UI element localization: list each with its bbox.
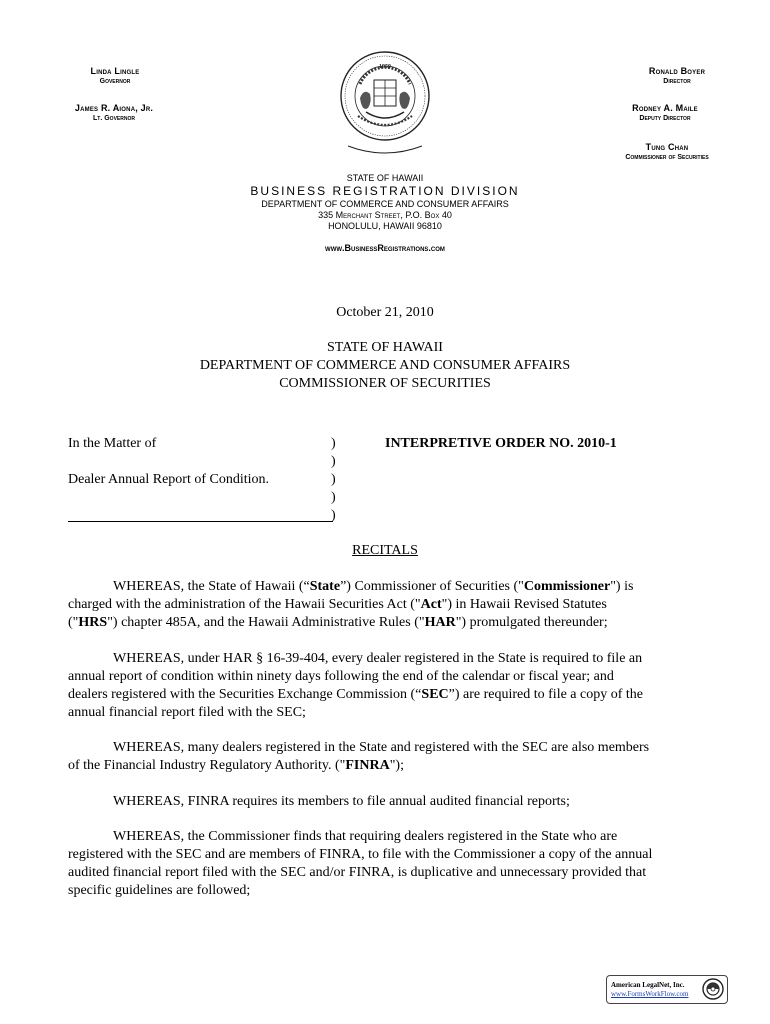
caption-paren: ) [331, 508, 336, 523]
division-department: DEPARTMENT OF COMMERCE AND CONSUMER AFFAIRS [261, 199, 509, 209]
matter-label: In the Matter of [68, 436, 157, 451]
deputy-director-block [600, 103, 730, 122]
legalnet-logo-icon [702, 978, 724, 1000]
division-website[interactable]: www.BusinessRegistrations.com [325, 243, 445, 253]
recitals-heading: RECITALS [352, 543, 418, 558]
recital-paragraph-4: WHEREAS, FINRA requires its members to file annual audited financial reports; [113, 794, 570, 809]
recital-paragraph-2: WHEREAS, under HAR § 16-39-404, every dealer registered in the State is required to file an annual report of condition within ninety days following the end of the calendar or fiscal year; and dealers registered with the Securities Exchange Commission (“SEC”) are required to file a copy of the annual financial report filed with the SEC; [68, 651, 643, 720]
caption-paren: ) [331, 436, 336, 451]
order-number: INTERPRETIVE ORDER NO. 2010-1 [385, 436, 617, 451]
recital-paragraph-5: WHEREAS, the Commissioner finds that requiring dealers registered in the State who are registered with the SEC and are members of FINRA, to file with the Commissioner a copy of the annual audited financial report filed with the SEC and/or FINRA, is duplicative and unnecessary provided that specific guidelines are followed; [68, 829, 653, 898]
division-name: BUSINESS REGISTRATION DIVISION [250, 184, 520, 198]
recital-paragraph-1: WHEREAS, the State of Hawaii (“State”) Commissioner of Securities ("Commissioner") is charged with the administration of the Hawaii Securities Act ("Act") in Hawaii Revised Statutes ("HRS") chapter 485A, and the Hawaii Administrative Rules ("HAR") promulgated thereunder; [68, 579, 634, 630]
lt-governor-block [58, 103, 170, 122]
deputy-director-title: Deputy Director [639, 115, 691, 122]
deputy-director-name: Rodney A. Maile [632, 103, 698, 113]
governor-title: Governor [99, 78, 131, 85]
director-block [614, 66, 740, 85]
order-date: October 21, 2010 [336, 305, 434, 320]
commissioner-name: Tung Chan [645, 142, 689, 152]
state-of-hawaii-seal [338, 46, 432, 158]
footer-badge [606, 975, 728, 1004]
lt-governor-title: Lt. Governor [93, 115, 135, 122]
caption-paren: ) [331, 454, 336, 469]
footer-url[interactable]: www.FormsWorkFlow.com [611, 990, 689, 998]
governor-name: Linda Lingle [90, 66, 140, 76]
commissioner-title: Commissioner of Securities [625, 154, 709, 161]
division-state: STATE OF HAWAII [346, 173, 424, 183]
lt-governor-name: James R. Aiona, Jr. [74, 103, 154, 113]
heading-department: DEPARTMENT OF COMMERCE AND CONSUMER AFFAIRS [199, 358, 571, 373]
heading-commissioner: COMMISSIONER OF SECURITIES [279, 376, 491, 391]
director-name: Ronald Boyer [648, 66, 706, 76]
heading-state: STATE OF HAWAII [327, 340, 443, 355]
recital-paragraph-3: WHEREAS, many dealers registered in the State and registered with the SEC are also members of the Financial Industry Regulatory Authority. ("FINRA"); [68, 740, 650, 773]
svg-text:1959: 1959 [379, 64, 391, 70]
division-address-city: HONOLULU, HAWAII 96810 [328, 221, 442, 231]
caption-paren: ) [331, 472, 336, 487]
caption-rule [68, 521, 333, 522]
division-address-street: 335 Merchant Street, P.O. Box 40 [318, 210, 452, 220]
governor-block [70, 66, 160, 85]
commissioner-block [592, 142, 742, 161]
matter-subject: Dealer Annual Report of Condition. [68, 472, 270, 487]
footer-company: American LegalNet, Inc. [611, 981, 685, 989]
caption-paren: ) [331, 490, 336, 505]
director-title: Director [663, 78, 691, 85]
